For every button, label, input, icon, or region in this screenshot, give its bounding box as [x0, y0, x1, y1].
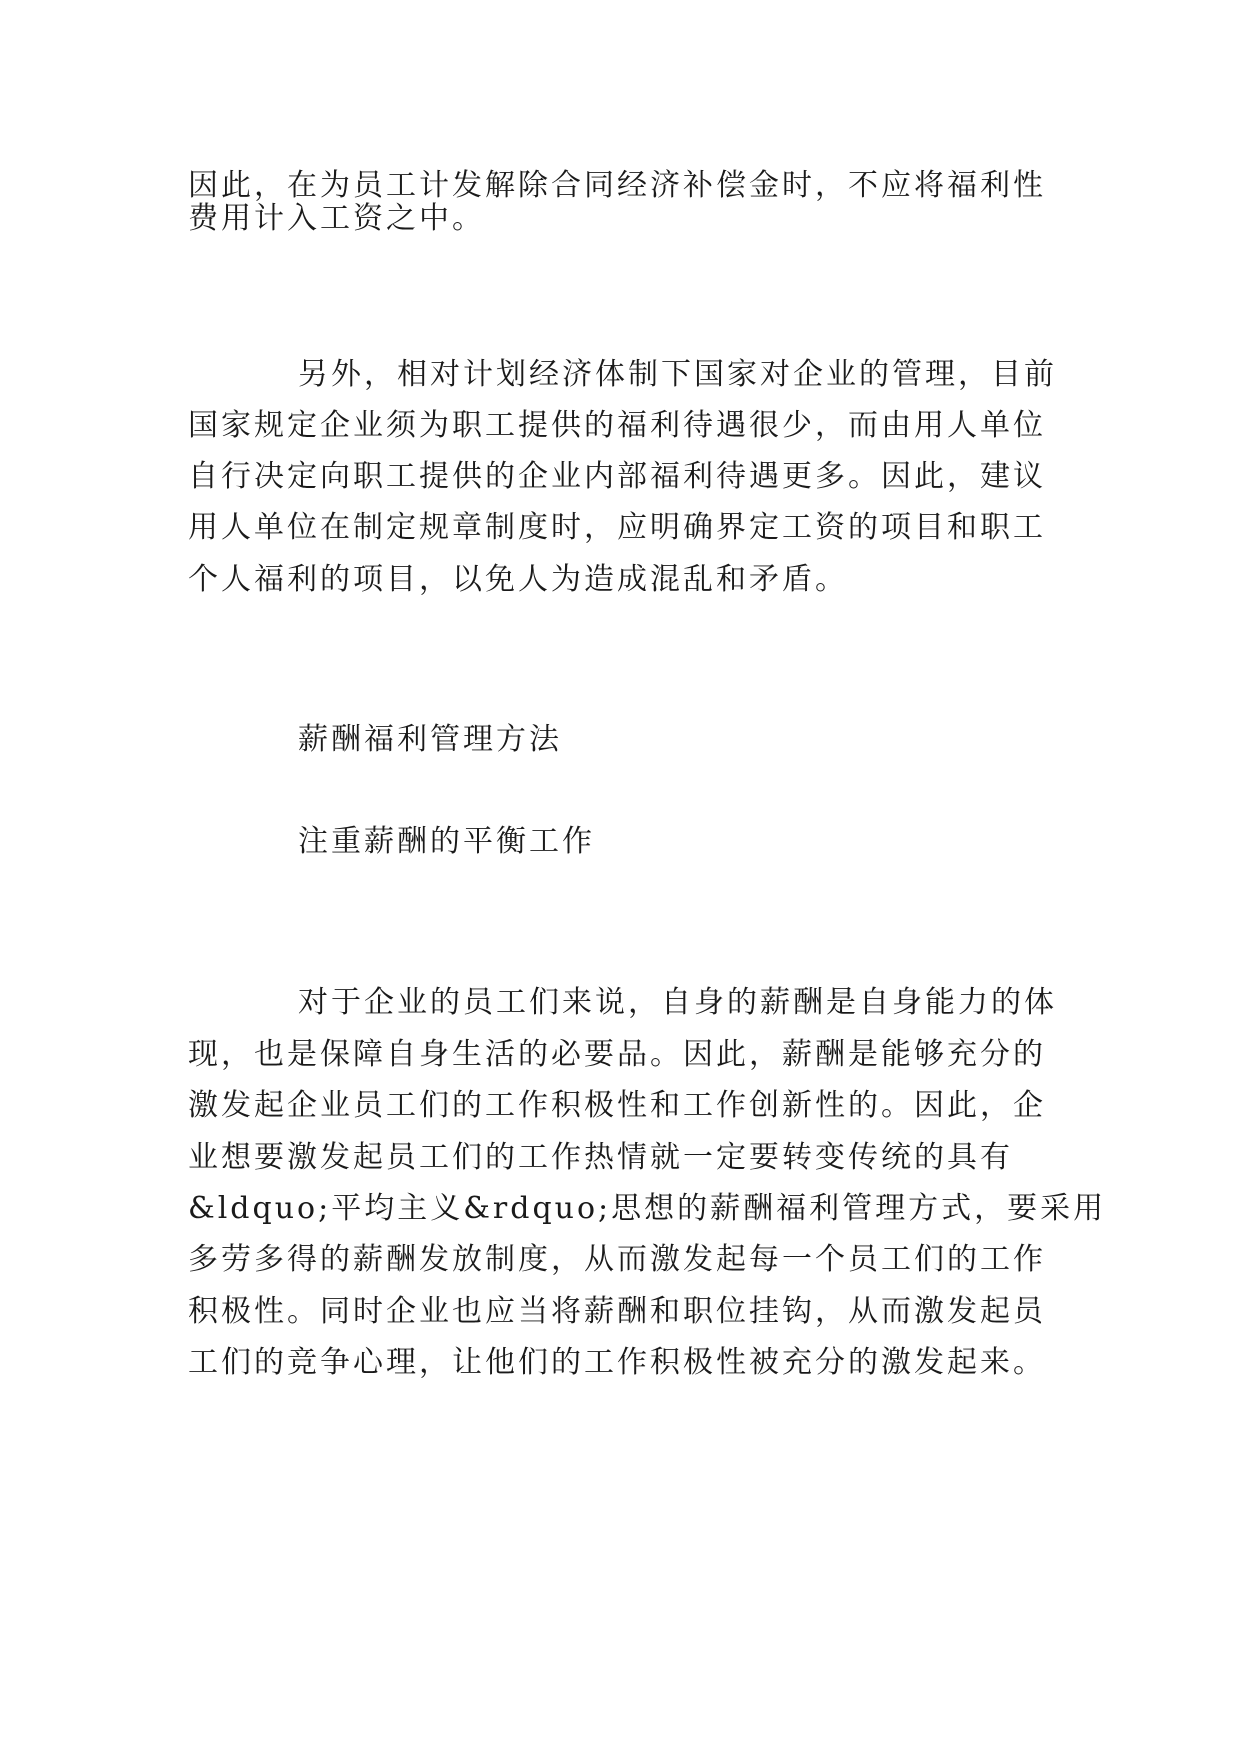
paragraph-line: 工们的竞争心理，让他们的工作积极性被充分的激发起来。	[188, 1345, 1046, 1380]
paragraph-line: &ldquo;平均主义&rdquo;思想的薪酬福利管理方式，要采用	[188, 1191, 1107, 1226]
paragraph-line: 自行决定向职工提供的企业内部福利待遇更多。因此，建议	[188, 459, 1046, 494]
section-subheading: 注重薪酬的平衡工作	[298, 824, 595, 859]
paragraph-line: 业想要激发起员工们的工作热情就一定要转变传统的具有	[188, 1140, 1013, 1175]
paragraph-line: 现，也是保障自身生活的必要品。因此，薪酬是能够充分的	[188, 1037, 1046, 1072]
paragraph-line: 用人单位在制定规章制度时，应明确界定工资的项目和职工	[188, 510, 1046, 545]
paragraph-line: 个人福利的项目，以免人为造成混乱和矛盾。	[188, 562, 848, 597]
paragraph-line: 对于企业的员工们来说，自身的薪酬是自身能力的体	[298, 985, 1057, 1020]
section-heading: 薪酬福利管理方法	[298, 722, 562, 757]
paragraph-line: 因此，在为员工计发解除合同经济补偿金时，不应将福利性	[188, 168, 1046, 203]
paragraph-line: 费用计入工资之中。	[188, 201, 485, 236]
paragraph-line: 国家规定企业须为职工提供的福利待遇很少，而由用人单位	[188, 408, 1046, 443]
paragraph-line: 另外，相对计划经济体制下国家对企业的管理，目前	[298, 357, 1057, 392]
paragraph-line: 多劳多得的薪酬发放制度，从而激发起每一个员工们的工作	[188, 1242, 1046, 1277]
paragraph-line: 积极性。同时企业也应当将薪酬和职位挂钩，从而激发起员	[188, 1294, 1046, 1329]
paragraph-line: 激发起企业员工们的工作积极性和工作创新性的。因此，企	[188, 1088, 1046, 1123]
